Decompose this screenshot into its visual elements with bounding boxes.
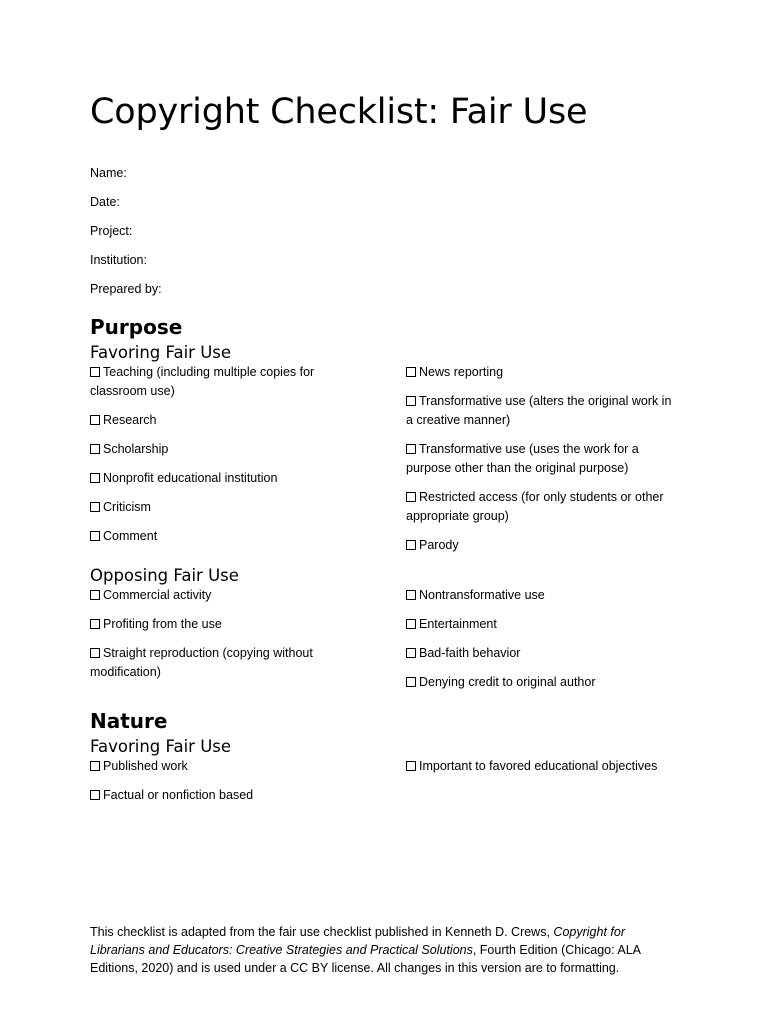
page-title: Copyright Checklist: Fair Use xyxy=(90,92,588,132)
checkbox[interactable] xyxy=(90,790,100,800)
checkbox[interactable] xyxy=(406,648,416,658)
purpose-opposing-left-list xyxy=(90,586,370,692)
checklist-item xyxy=(90,615,370,634)
purpose-opposing-right-list xyxy=(406,586,681,702)
checklist-item-label: Factual or nonfiction based xyxy=(103,788,254,802)
checkbox[interactable] xyxy=(406,396,416,406)
checklist-item xyxy=(406,757,681,776)
checkbox[interactable] xyxy=(90,590,100,600)
checklist-item-label: Published work xyxy=(103,759,188,773)
checklist-item xyxy=(90,586,370,605)
checkbox[interactable] xyxy=(406,367,416,377)
checklist-item-label: Bad-faith behavior xyxy=(419,646,521,660)
checkbox[interactable] xyxy=(90,648,100,658)
checkbox[interactable] xyxy=(406,677,416,687)
field-project-label: Project: xyxy=(90,224,133,238)
checklist-item xyxy=(406,488,681,526)
checklist-item xyxy=(90,786,370,805)
checkbox[interactable] xyxy=(90,502,100,512)
checklist-item xyxy=(90,411,370,430)
checklist-item-label: Scholarship xyxy=(103,442,169,456)
checklist-item xyxy=(406,673,681,692)
checkbox[interactable] xyxy=(406,492,416,502)
checklist-item-label: Straight reproduction (copying without modification) xyxy=(90,646,313,679)
subheading-purpose-opposing: Opposing Fair Use xyxy=(90,566,239,585)
nature-favoring-right-list xyxy=(406,757,681,786)
checkbox[interactable] xyxy=(406,761,416,771)
checkbox[interactable] xyxy=(406,619,416,629)
info-fields xyxy=(90,163,162,308)
checklist-item xyxy=(90,363,370,401)
section-heading-purpose: Purpose xyxy=(90,315,183,339)
checklist-item-label: Comment xyxy=(103,529,158,543)
checklist-item-label: Nonprofit educational institution xyxy=(103,471,278,485)
checkbox[interactable] xyxy=(406,540,416,550)
checklist-item xyxy=(406,392,681,430)
checklist-item-label: Criticism xyxy=(103,500,151,514)
checkbox[interactable] xyxy=(90,367,100,377)
checklist-item-label: Parody xyxy=(419,538,459,552)
checklist-item-label: Commercial activity xyxy=(103,588,212,602)
checklist-item xyxy=(406,615,681,634)
nature-favoring-left-list xyxy=(90,757,370,815)
checklist-item-label: Teaching (including multiple copies for classroom use) xyxy=(90,365,315,398)
checklist-item xyxy=(406,644,681,663)
footer-text-2: , Fourth Edition (Chicago: ALA Editions, 2020) and is used under a CC BY license. All changes in this version are to formatting. xyxy=(90,943,641,975)
checkbox[interactable] xyxy=(90,473,100,483)
checklist-item-label: Transformative use (alters the original work in a creative manner) xyxy=(406,394,672,427)
checklist-item xyxy=(90,644,370,682)
footer-book-title: Copyright for Librarians and Educators: Creative Strategies and Practical Solutions xyxy=(90,925,625,957)
subheading-nature-favoring: Favoring Fair Use xyxy=(90,737,232,756)
checklist-item xyxy=(90,527,370,546)
checklist-item-label: Transformative use (uses the work for a purpose other than the original purpose) xyxy=(406,442,639,475)
checklist-item xyxy=(406,536,681,555)
attribution-footer xyxy=(90,923,680,977)
checkbox[interactable] xyxy=(90,444,100,454)
checkbox[interactable] xyxy=(90,415,100,425)
purpose-favoring-left-list xyxy=(90,363,370,556)
checklist-item xyxy=(90,469,370,488)
checklist-item xyxy=(90,757,370,776)
checklist-item-label: News reporting xyxy=(419,365,504,379)
checklist-item-label: Research xyxy=(103,413,157,427)
checklist-item xyxy=(406,440,681,478)
field-name-label: Name: xyxy=(90,166,127,180)
checklist-item xyxy=(90,440,370,459)
field-institution-label: Institution: xyxy=(90,253,147,267)
purpose-favoring-right-list xyxy=(406,363,681,565)
checklist-item-label: Profiting from the use xyxy=(103,617,222,631)
subheading-purpose-favoring: Favoring Fair Use xyxy=(90,343,232,362)
checkbox[interactable] xyxy=(90,531,100,541)
field-prepared-by-label: Prepared by: xyxy=(90,282,162,296)
footer-text-1: This checklist is adapted from the fair use checklist published in Kenneth D. Crews, xyxy=(90,925,554,939)
checklist-item-label: Entertainment xyxy=(419,617,497,631)
checklist-item-label: Important to favored educational objectives xyxy=(419,759,658,773)
section-heading-nature: Nature xyxy=(90,709,168,733)
field-date-label: Date: xyxy=(90,195,120,209)
checkbox[interactable] xyxy=(90,761,100,771)
checklist-item-label: Restricted access (for only students or other appropriate group) xyxy=(406,490,664,523)
checklist-item xyxy=(90,498,370,517)
checkbox[interactable] xyxy=(406,590,416,600)
checklist-item xyxy=(406,586,681,605)
checkbox[interactable] xyxy=(406,444,416,454)
checkbox[interactable] xyxy=(90,619,100,629)
checklist-item-label: Denying credit to original author xyxy=(419,675,596,689)
checklist-item xyxy=(406,363,681,382)
checklist-item-label: Nontransformative use xyxy=(419,588,545,602)
